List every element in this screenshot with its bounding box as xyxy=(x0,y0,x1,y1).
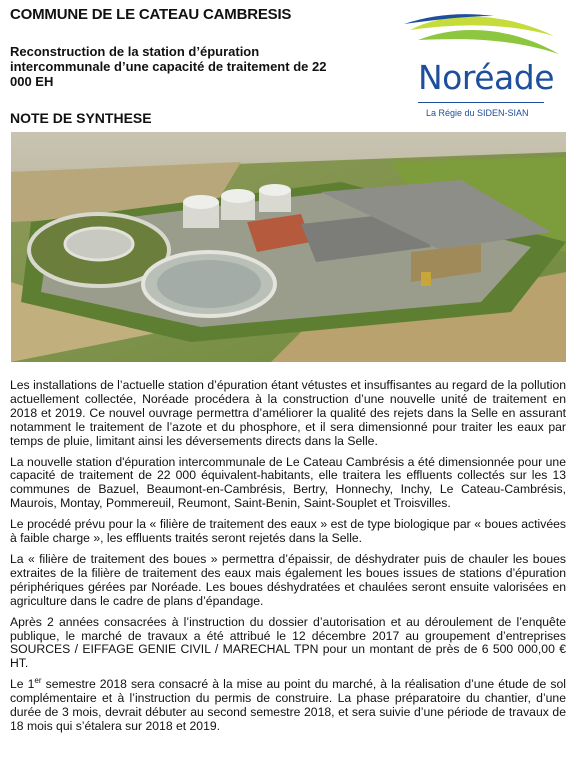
schedule-number: 1 xyxy=(27,677,35,692)
note-title: NOTE DE SYNTHESE xyxy=(10,110,152,126)
schedule-lead: Le xyxy=(10,677,28,692)
commune-title: COMMUNE DE LE CATEAU CAMBRESIS xyxy=(10,6,292,23)
paragraph-sludge-process: La « filière de traitement des boues » permettra d’épaissir, de déshydrater puis de chauler les boues extraites de la filière de traitement des eaux mais également les boues issues de stations d’épuration périphériques gérées par Noréade. Les boues déshydratées et chaulées seront ensuite valorisées en agriculture dans le cadre de plans d’épandage. xyxy=(10,551,566,608)
paragraph-capacity: La nouvelle station d'épuration intercommunale de Le Cateau Cambrésis a été dimensionnée pour une capacité de traitement de 22 000 équivalent-habitants, elle traitera les effluents collectés sur les 13 communes de Bazuel, Beaumont-en-Cambrésis, Bertry, Honnechy, Inchy, Le Cateau-Cambrésis, Maurois, Montay, Pommereuil, Reumont, Saint-Benin, Saint-Souplet et Troisvilles. xyxy=(10,454,566,511)
logo-tagline: La Régie du SIDEN-SIAN xyxy=(426,108,529,118)
project-subtitle: Reconstruction de la station d’épuration intercommunale d’une capacité de traitement de 22 000 EH xyxy=(10,44,327,89)
paragraph-water-process: Le procédé prévu pour la « filière de traitement des eaux » est de type biologique par « boues activées à faible charge », les effluents traités seront rejetés dans la Selle. xyxy=(10,517,566,546)
noreade-logo xyxy=(404,10,564,120)
plant-rendering-image xyxy=(11,132,566,362)
body-text xyxy=(10,379,566,741)
logo-name: Noréade xyxy=(418,58,554,97)
schedule-text: semestre 2018 sera consacré à la mise au point du marché, à la réalisation d’une étude de sol complémentaire et à l’instruction du permis de construire. La phase préparatoire du chantier, d’une durée de 3 mois, devrait débuter au second semestre 2018, et sera suivie d’une période de travaux de 18 mois qui s’étalera sur 2018 et 2019. xyxy=(10,677,566,733)
schedule-ordinal: er xyxy=(34,676,42,686)
logo-divider xyxy=(418,102,544,103)
paragraph-context: Les installations de l’actuelle station d’épuration étant vétustes et insuffisantes au regard de la pollution actuellement collectée, Noréade procédera à la construction d’une nouvelle unité de traitement en 2018 et 2019. Ce nouvel ouvrage permettra d’améliorer la qualité des rejets dans la Selle en assurant notamment le traitement de l’azote et du phosphore, et il sera dimensionné pour traiter les eaux par temps de pluie, limitant ainsi les déversements directs dans la Selle. xyxy=(10,378,566,448)
paragraph-contract: Après 2 années consacrées à l’instruction du dossier d’autorisation et au déroulement de l’enquête publique, le marché de travaux a été attribué le 12 décembre 2017 au groupement d’entreprises SOURCES / EIFFAGE GENIE CIVIL / MARECHAL TPN pour un montant de près de 6 500 000,00 € HT. xyxy=(10,614,566,671)
logo-swoosh-icon xyxy=(404,10,564,60)
paragraph-schedule xyxy=(10,678,566,734)
